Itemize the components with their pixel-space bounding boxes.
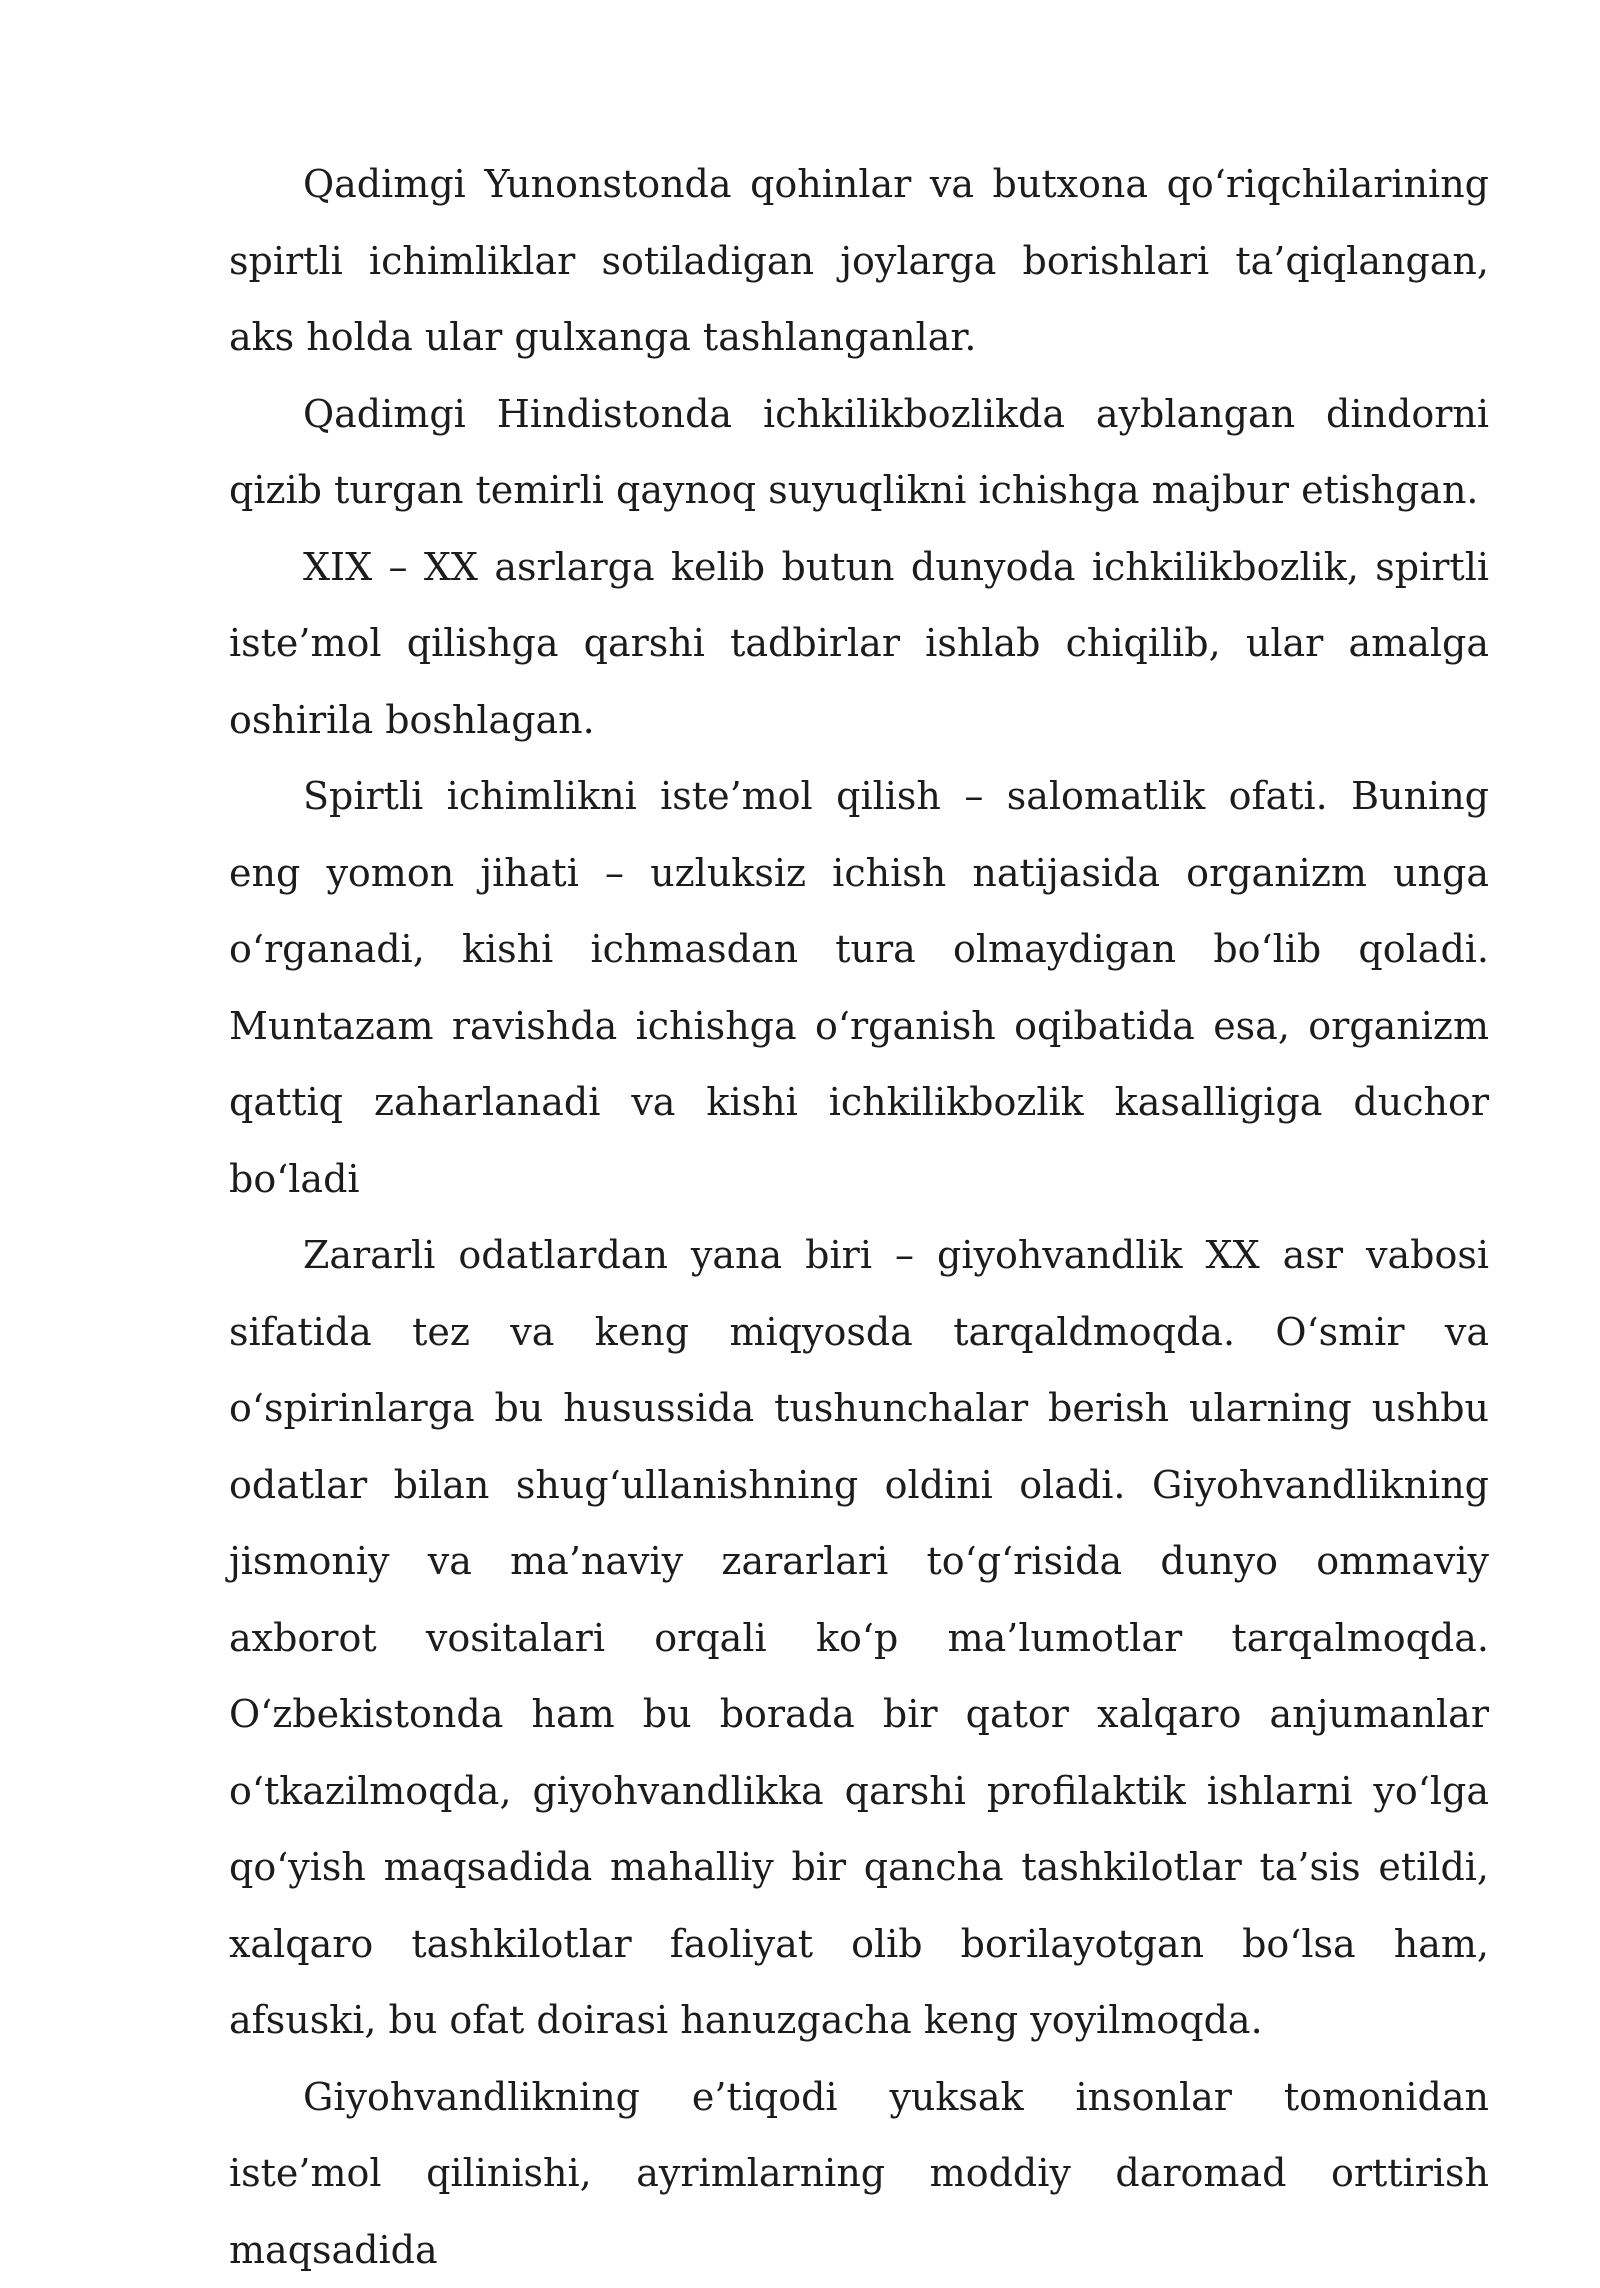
paragraph-drug-causes: Giyohvandlikning e’tiqodi yuksak insonlar tomonidan iste’mol qilinishi, ayrimlarning moddiy daromad orttirish maqsadida bbox=[229, 2059, 1489, 2288]
paragraph-ancient-india: Qadimgi Hindistonda ichkilikbozlikda ayblangan dindorni qizib turgan temirli qaynoq suyuqlikni ichishga majbur etishgan. bbox=[229, 376, 1489, 529]
paragraph-alcohol-harm: Spirtli ichimlikni iste’mol qilish – salomatlik ofati. Buning eng yomon jihati – uzluksiz ichish natijasida organizm unga o‘rganadi, kishi ichmasdan tura olmaydigan bo‘lib qoladi. Muntazam ravishda ichishga o‘rganish oqibatida esa, organizm qattiq zaharlanadi va kishi ichkilikbozlik kasalligiga duchor bo‘ladi bbox=[229, 758, 1489, 1217]
paragraph-19-20-centuries: XIX – XX asrlarga kelib butun dunyoda ichkilikbozlik, spirtli iste’mol qilishga qarshi tadbirlar ishlab chiqilib, ular amalga oshirila boshlagan. bbox=[229, 529, 1489, 759]
body-text bbox=[229, 146, 1489, 2288]
paragraph-drug-addiction: Zararli odatlardan yana biri – giyohvandlik XX asr vabosi sifatida tez va keng miqyosda tarqaldmoqda. O‘smir va o‘spirinlarga bu husussida tushunchalar berish ularning ushbu odatlar bilan shug‘ullanishning oldini oladi. Giyohvandlikning jismoniy va ma’naviy zararlari to‘g‘risida dunyo ommaviy axborot vositalari orqali ko‘p ma’lumotlar tarqalmoqda. O‘zbekistonda ham bu borada bir qator xalqaro anjumanlar o‘tkazilmoqda, giyohvandlikka qarshi profilaktik ishlarni yo‘lga qo‘yish maqsadida mahalliy bir qancha tashkilotlar ta’sis etildi, xalqaro tashkilotlar faoliyat olib borilayotgan bo‘lsa ham, afsuski, bu ofat doirasi hanuzgacha keng yoyilmoqda. bbox=[229, 1217, 1489, 2059]
paragraph-ancient-greece: Qadimgi Yunonstonda qohinlar va butxona qo‘riqchilarining spirtli ichimliklar sotiladigan joylarga borishlari ta’qiqlangan, aks holda ular gulxanga tashlanganlar. bbox=[229, 146, 1489, 376]
